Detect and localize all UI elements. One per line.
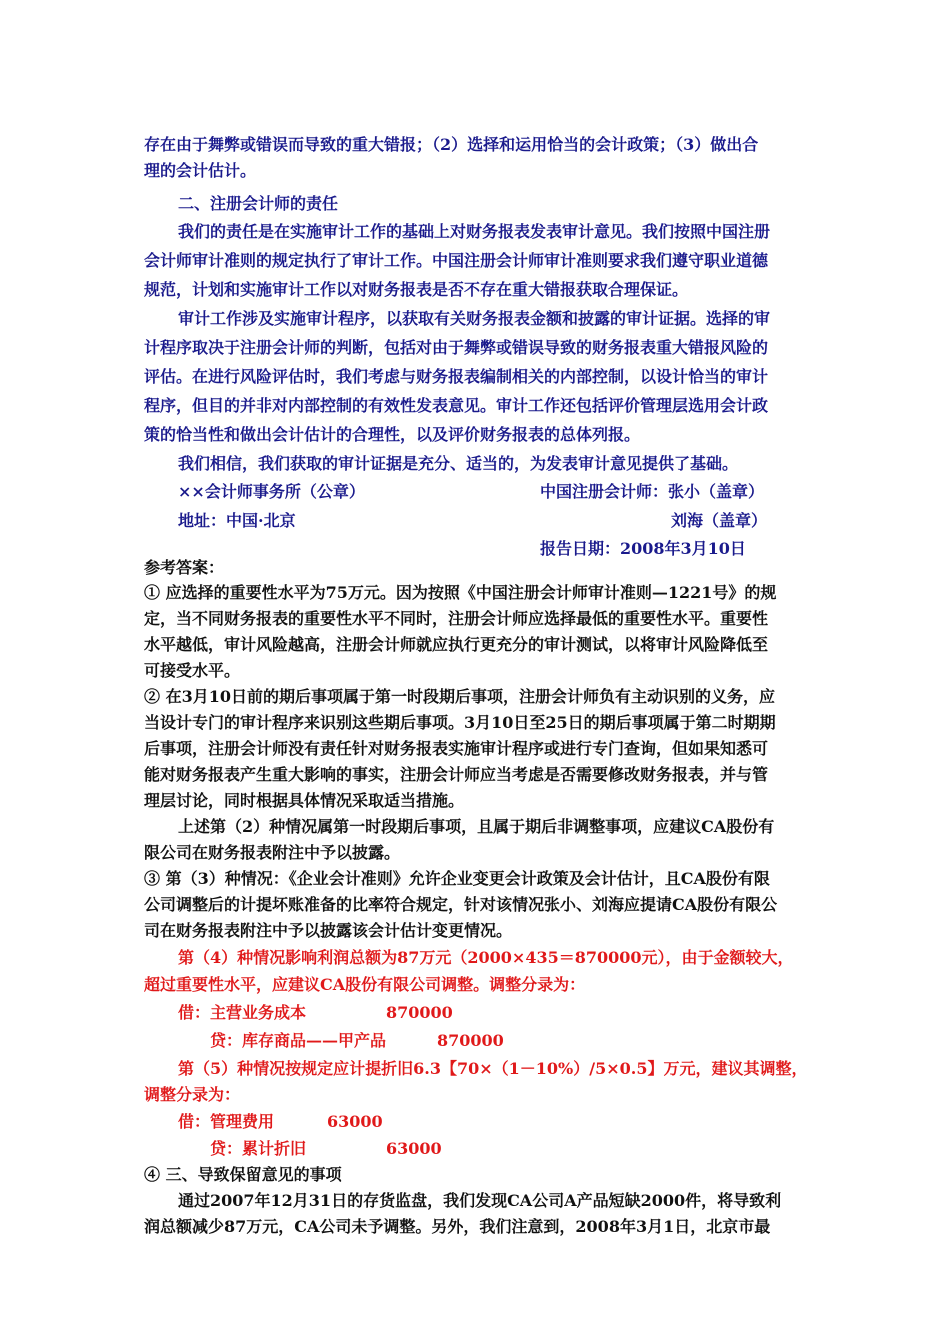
- answer-line: ③ 第（3）种情况：《企业会计准则》允许企业变更会计政策及会计估计，且CA股份有限: [144, 869, 770, 888]
- paragraph-line: 会计师审计准则的规定执行了审计工作。中国注册会计师审计准则要求我们遵守职业道德: [144, 251, 769, 270]
- answer-line: ② 在3月10日前的期后事项属于第一时段期后事项，注册会计师负有主动识别的义务，应: [144, 687, 775, 706]
- answer-line: 可接受水平。: [144, 661, 241, 680]
- paragraph-line: 规范，计划和实施审计工作以对财务报表是否不存在重大错报获取合理保证。: [144, 280, 689, 299]
- journal-credit-account: 贷：累计折旧: [210, 1139, 307, 1158]
- section-heading: 二、注册会计师的责任: [178, 194, 339, 213]
- answer-line: 通过2007年12月31日的存货监盘，我们发现CA公司A产品短缺2000件，将导致利: [178, 1191, 782, 1210]
- firm-seal: ××会计师事务所（公章）: [178, 482, 365, 501]
- answer-line: 上述第（2）种情况属第一时段期后事项，且属于期后非调整事项，应建议CA股份有: [178, 817, 775, 836]
- answer-line: 公司调整后的计提坏账准备的比率符合规定，针对该情况张小、刘海应提请CA股份有限公: [144, 895, 778, 914]
- paragraph-line: 策的恰当性和做出会计估计的合理性，以及评价财务报表的总体列报。: [144, 425, 641, 444]
- paragraph-line: 我们相信，我们获取的审计证据是充分、适当的，为发表审计意见提供了基础。: [178, 454, 739, 473]
- answer-title: 参考答案：: [144, 558, 225, 577]
- journal-debit-account: 借：管理费用: [178, 1112, 275, 1131]
- answer-line: 司在财务报表附注中予以披露该会计估计变更情况。: [144, 921, 513, 940]
- answer-line: 后事项，注册会计师没有责任针对财务报表实施审计程序或进行专门查询，但如果知悉可: [144, 739, 769, 758]
- journal-credit-amount: 63000: [386, 1139, 442, 1158]
- journal-credit-amount: 870000: [437, 1031, 504, 1050]
- paragraph-line: 审计工作涉及实施审计程序，以获取有关财务报表金额和披露的审计证据。选择的审: [178, 309, 771, 328]
- paragraph-line: 评估。在进行风险评估时，我们考虑与财务报表编制相关的内部控制，以设计恰当的审计: [144, 367, 769, 386]
- answer-line: 当设计专门的审计程序来识别这些期后事项。3月10日至25日的期后事项属于第二时期期: [144, 713, 776, 732]
- answer-line: 润总额减少87万元，CA公司未予调整。另外，我们注意到，2008年3月1日，北京市最: [144, 1217, 771, 1236]
- journal-credit-account: 贷：库存商品——甲产品: [210, 1031, 387, 1050]
- answer-line: 定，当不同财务报表的重要性水平不同时，注册会计师应选择最低的重要性水平。重要性: [144, 609, 769, 628]
- journal-debit-amount: 63000: [327, 1112, 383, 1131]
- adjustment-line: 超过重要性水平，应建议CA股份有限公司调整。调整分录为：: [144, 975, 586, 994]
- journal-debit-amount: 870000: [386, 1003, 453, 1022]
- answer-line: 能对财务报表产生重大影响的事实，注册会计师应当考虑是否需要修改财务报表，并与管: [144, 765, 769, 784]
- cpa-signature: 中国注册会计师：张小（盖章）: [540, 482, 765, 501]
- paragraph-line: 我们的责任是在实施审计工作的基础上对财务报表发表审计意见。我们按照中国注册: [178, 222, 771, 241]
- paragraph-line: 理的会计估计。: [144, 161, 257, 180]
- answer-line: 理层讨论，同时根据具体情况采取适当措施。: [144, 791, 465, 810]
- paragraph-line: 存在由于舞弊或错误而导致的重大错报；（2）选择和运用恰当的会计政策；（3）做出合: [144, 135, 759, 154]
- report-date: 报告日期：2008年3月10日: [540, 539, 746, 558]
- answer-line: 限公司在财务报表附注中予以披露。: [144, 843, 401, 862]
- firm-address: 地址：中国·北京: [178, 511, 296, 530]
- paragraph-line: 计程序取决于注册会计师的判断，包括对由于舞弊或错误导致的财务报表重大错报风险的: [144, 338, 769, 357]
- adjustment-line: 第（4）种情况影响利润总额为87万元（2000×435＝870000元），由于金额较大，: [178, 948, 794, 967]
- cpa-signature: 刘海（盖章）: [671, 511, 768, 530]
- journal-debit-account: 借：主营业务成本: [178, 1003, 307, 1022]
- adjustment-line: 调整分录为：: [144, 1085, 241, 1104]
- adjustment-line: 第（5）种情况按规定应计提折旧6.3【70×（1－10%）/5×0.5】万元，建议其调整，: [178, 1059, 808, 1078]
- paragraph-line: 程序，但目的并非对内部控制的有效性发表意见。审计工作还包括评价管理层选用会计政: [144, 396, 769, 415]
- answer-line: ① 应选择的重要性水平为75万元。因为按照《中国注册会计师审计准则—1221号》的规: [144, 583, 777, 602]
- answer-line: 水平越低，审计风险越高，注册会计师就应执行更充分的审计测试，以将审计风险降低至: [144, 635, 769, 654]
- section-heading: ④ 三、导致保留意见的事项: [144, 1165, 342, 1184]
